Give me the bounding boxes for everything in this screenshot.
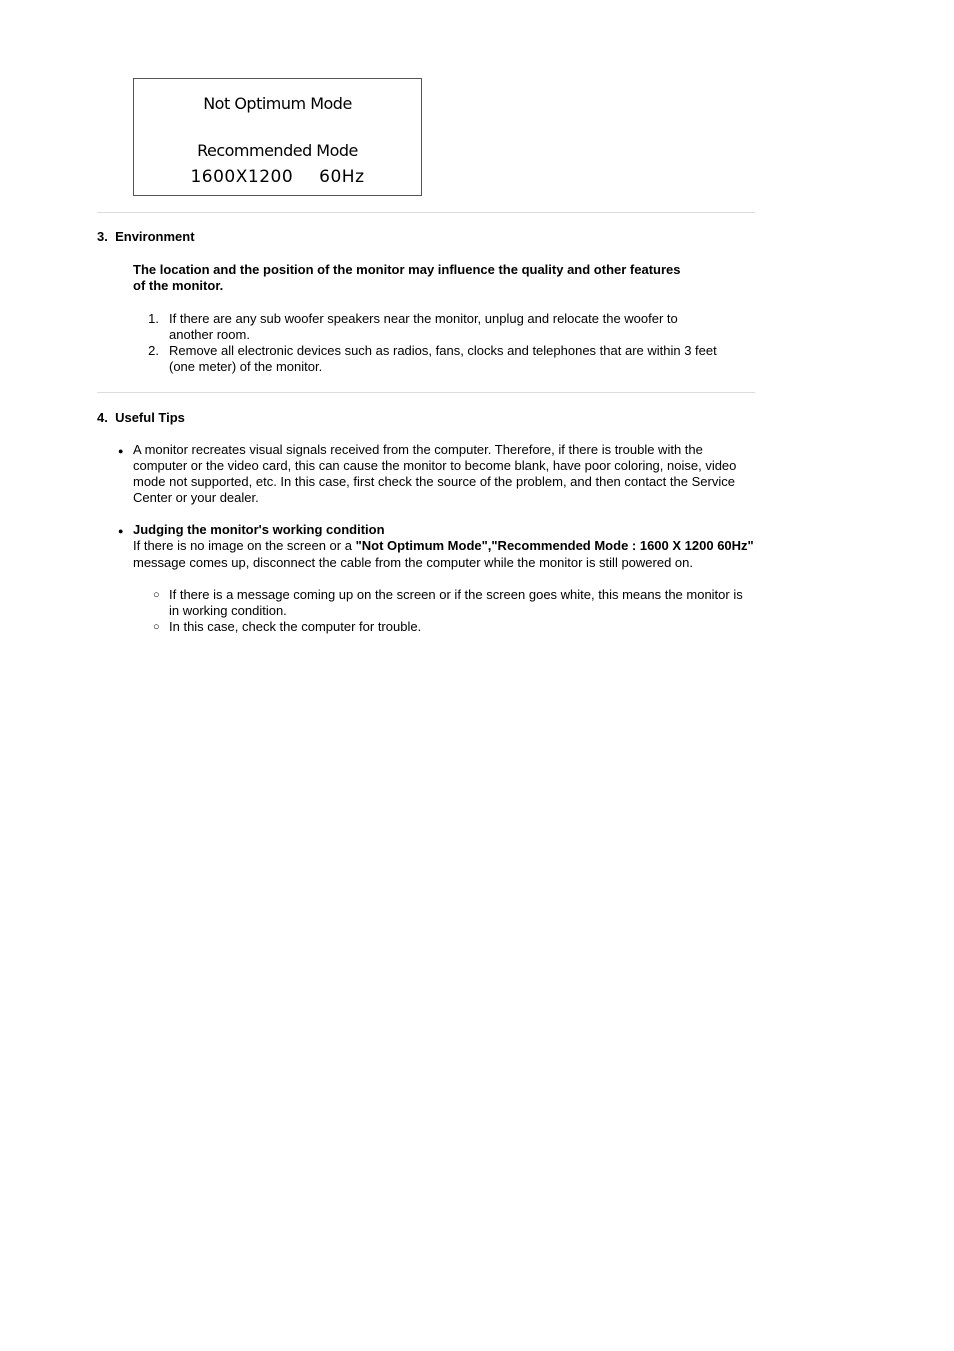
resolution-text: 1600X1200	[190, 167, 294, 187]
tip-text	[133, 538, 757, 571]
list-number: 1.	[148, 311, 159, 326]
recommended-mode-text: Recommended Mode	[197, 141, 358, 160]
tip-working-condition	[133, 522, 757, 571]
not-optimum-mode-text: Not Optimum Mode	[203, 94, 352, 113]
list-item: Remove all electronic devices such as radios, fans, clocks and telephones that are within 3 feet (one meter) of the monitor.	[169, 343, 717, 374]
text: message comes up, disconnect the cable from the computer while the monitor is still powered on.	[133, 554, 693, 570]
bullet-icon: ●	[118, 446, 124, 456]
tip-paragraph: A monitor recreates visual signals received from the computer. Therefore, if there is trouble with the computer or the video card, this can cause the monitor to become blank, have poor coloring, noise, video mode not supported, etc. In this case, first check the source of the problem, and then contact the Service Center or your dealer.	[133, 442, 737, 505]
list-number: 2.	[148, 343, 159, 358]
bullet-icon: ●	[118, 526, 124, 536]
sub-list-item: If there is a message coming up on the screen or if the screen goes white, this means the monitor is in working condition.	[169, 587, 743, 618]
recommended-mode-value	[134, 169, 421, 185]
section-title: Environment	[115, 229, 195, 244]
tip-title: Judging the monitor's working condition	[133, 522, 385, 537]
section-title: Useful Tips	[115, 410, 185, 425]
text: If there is no image on the screen or a	[133, 538, 356, 553]
sub-list-item: In this case, check the computer for trouble.	[169, 619, 422, 634]
circle-bullet-icon: ○	[153, 621, 160, 633]
divider	[97, 392, 755, 393]
section-number: 4.	[97, 410, 108, 425]
list-item: If there are any sub woofer speakers near the monitor, unplug and relocate the woofer to another room.	[169, 311, 678, 342]
section-heading-environment	[97, 229, 195, 245]
message-quote: "Not Optimum Mode","Recommended Mode : 1600 X 1200 60Hz"	[355, 538, 754, 553]
environment-intro: The location and the position of the monitor may influence the quality and other features of the monitor.	[133, 262, 681, 293]
circle-bullet-icon: ○	[153, 589, 160, 601]
divider	[97, 212, 755, 213]
section-number: 3.	[97, 229, 108, 244]
frequency-text: 60Hz	[319, 167, 365, 187]
monitor-message-illustration	[133, 78, 422, 196]
section-heading-useful-tips	[97, 410, 185, 426]
